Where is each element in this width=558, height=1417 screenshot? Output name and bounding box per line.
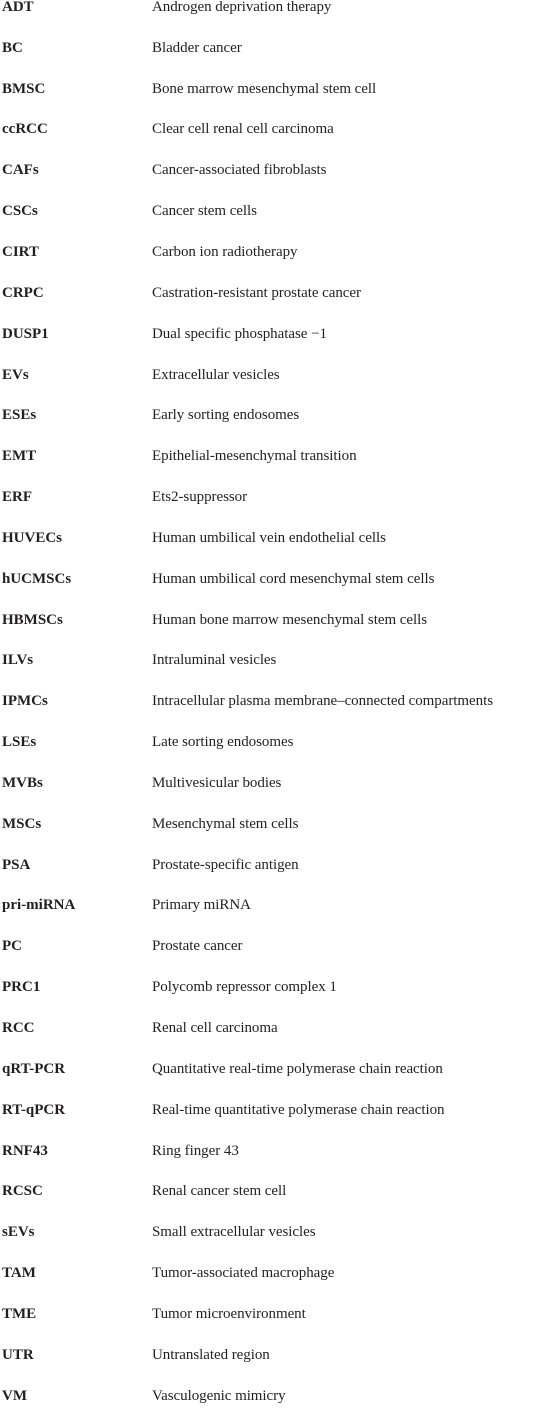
abbreviation-term: RNF43 [2,1142,48,1159]
abbreviation-row [0,1294,558,1335]
abbreviation-term: CIRT [2,243,39,260]
abbreviation-term: ESEs [2,407,37,424]
abbreviation-definition: Small extracellular vesicles [152,1224,316,1241]
abbreviation-row [0,395,558,436]
abbreviation-definition: Androgen deprivation therapy [152,0,332,15]
abbreviation-definition: Carbon ion radiotherapy [152,243,298,260]
abbreviation-term: RT-qPCR [2,1101,66,1118]
abbreviation-term: CRPC [2,284,44,301]
abbreviation-term: PSA [2,856,31,873]
abbreviation-definition: Real-time quantitative polymerase chain reaction [152,1101,445,1118]
abbreviation-row [0,150,558,191]
abbreviation-term: RCC [2,1020,35,1037]
abbreviation-definition: Tumor-associated macrophage [152,1265,335,1282]
abbreviation-definition: Renal cancer stem cell [152,1183,287,1200]
abbreviation-row [0,1131,558,1172]
abbreviation-row [0,355,558,396]
abbreviation-term: EMT [2,448,37,465]
abbreviation-definition: Prostate cancer [152,938,243,955]
abbreviation-definition: Prostate-specific antigen [152,856,299,873]
abbreviation-row [0,1090,558,1131]
abbreviation-definition: Cancer-associated fibroblasts [152,162,327,179]
abbreviation-row [0,191,558,232]
abbreviation-row [0,1253,558,1294]
abbreviation-row [0,1376,558,1417]
abbreviation-term: CSCs [2,203,38,220]
abbreviation-term: pri-miRNA [2,897,76,914]
abbreviation-term: HBMSCs [2,611,63,628]
abbreviation-term: qRT-PCR [2,1060,66,1077]
abbreviation-row [0,722,558,763]
abbreviation-definition: Late sorting endosomes [152,734,294,751]
abbreviation-definition: Quantitative real-time polymerase chain reaction [152,1060,443,1077]
abbreviation-row [0,314,558,355]
abbreviation-term: EVs [2,366,29,383]
abbreviation-term: PRC1 [2,979,41,996]
abbreviation-row [0,69,558,110]
abbreviation-definition: Castration-resistant prostate cancer [152,284,361,301]
abbreviation-definition: Ets2-suppressor [152,489,248,506]
abbreviation-row [0,1212,558,1253]
abbreviation-definition: Epithelial-mesenchymal transition [152,448,357,465]
abbreviation-row [0,436,558,477]
abbreviation-term: RCSC [2,1183,43,1200]
abbreviation-term: ERF [2,489,32,506]
abbreviation-row [0,273,558,314]
abbreviation-row [0,926,558,967]
abbreviation-row [0,518,558,559]
abbreviation-definition: Human umbilical vein endothelial cells [152,529,386,546]
abbreviation-row [0,1171,558,1212]
abbreviation-term: TME [2,1305,37,1322]
abbreviation-definition: Bladder cancer [152,39,242,56]
abbreviation-row [0,886,558,927]
abbreviation-term: VM [2,1387,27,1404]
abbreviation-definition: Vasculogenic mimicry [152,1387,286,1404]
abbreviation-row [0,763,558,804]
abbreviation-definition: Human umbilical cord mesenchymal stem cells [152,570,435,587]
abbreviation-term: DUSP1 [2,325,49,342]
abbreviation-definition: Bone marrow mesenchymal stem cell [152,80,377,97]
abbreviation-term: BMSC [2,80,46,97]
abbreviation-row [0,477,558,518]
abbreviation-definition: Primary miRNA [152,897,251,914]
abbreviation-row [0,1008,558,1049]
abbreviation-term: CAFs [2,162,39,179]
abbreviation-definition: Mesenchymal stem cells [152,815,299,832]
abbreviation-term: ILVs [2,652,34,669]
abbreviation-row [0,681,558,722]
abbreviation-term: LSEs [2,734,37,751]
abbreviation-term: ADT [2,0,34,15]
abbreviation-row [0,641,558,682]
abbreviation-definition: Renal cell carcinoma [152,1020,278,1037]
abbreviation-definition: Intracellular plasma membrane–connected compartments [152,693,494,710]
abbreviation-row [0,845,558,886]
abbreviation-definition: Clear cell renal cell carcinoma [152,121,334,138]
abbreviation-definition: Human bone marrow mesenchymal stem cells [152,611,428,628]
abbreviation-definition: Early sorting endosomes [152,407,300,424]
abbreviation-term: BC [2,39,23,56]
abbreviation-term: TAM [2,1265,36,1282]
abbreviation-term: sEVs [2,1224,35,1241]
abbreviation-definition: Intraluminal vesicles [152,652,277,669]
abbreviation-definition: Extracellular vesicles [152,366,280,383]
abbreviation-row [0,600,558,641]
abbreviation-term: hUCMSCs [2,570,72,587]
abbreviation-row [0,967,558,1008]
abbreviation-definition: Dual specific phosphatase −1 [152,325,327,342]
abbreviation-term: UTR [2,1346,34,1363]
abbreviation-term: PC [2,938,22,955]
abbreviation-row [0,28,558,69]
abbreviation-row [0,559,558,600]
abbreviation-row [0,1049,558,1090]
abbreviation-row [0,804,558,845]
abbreviation-term: MVBs [2,774,43,791]
abbreviation-term: MSCs [2,815,42,832]
abbreviation-definition: Multivesicular bodies [152,774,282,791]
abbreviation-row [0,232,558,273]
abbreviation-term: IPMCs [2,693,48,710]
abbreviation-row [0,110,558,151]
abbreviation-row [0,1335,558,1376]
abbreviation-definition: Polycomb repressor complex 1 [152,979,337,996]
abbreviation-definition: Cancer stem cells [152,203,257,220]
abbreviation-term: HUVECs [2,529,63,546]
abbreviation-definition: Tumor microenvironment [152,1305,306,1322]
abbreviation-term: ccRCC [2,121,48,138]
abbreviation-row [0,0,558,28]
abbreviation-definition: Untranslated region [152,1346,270,1363]
abbreviation-definition: Ring finger 43 [152,1142,239,1159]
